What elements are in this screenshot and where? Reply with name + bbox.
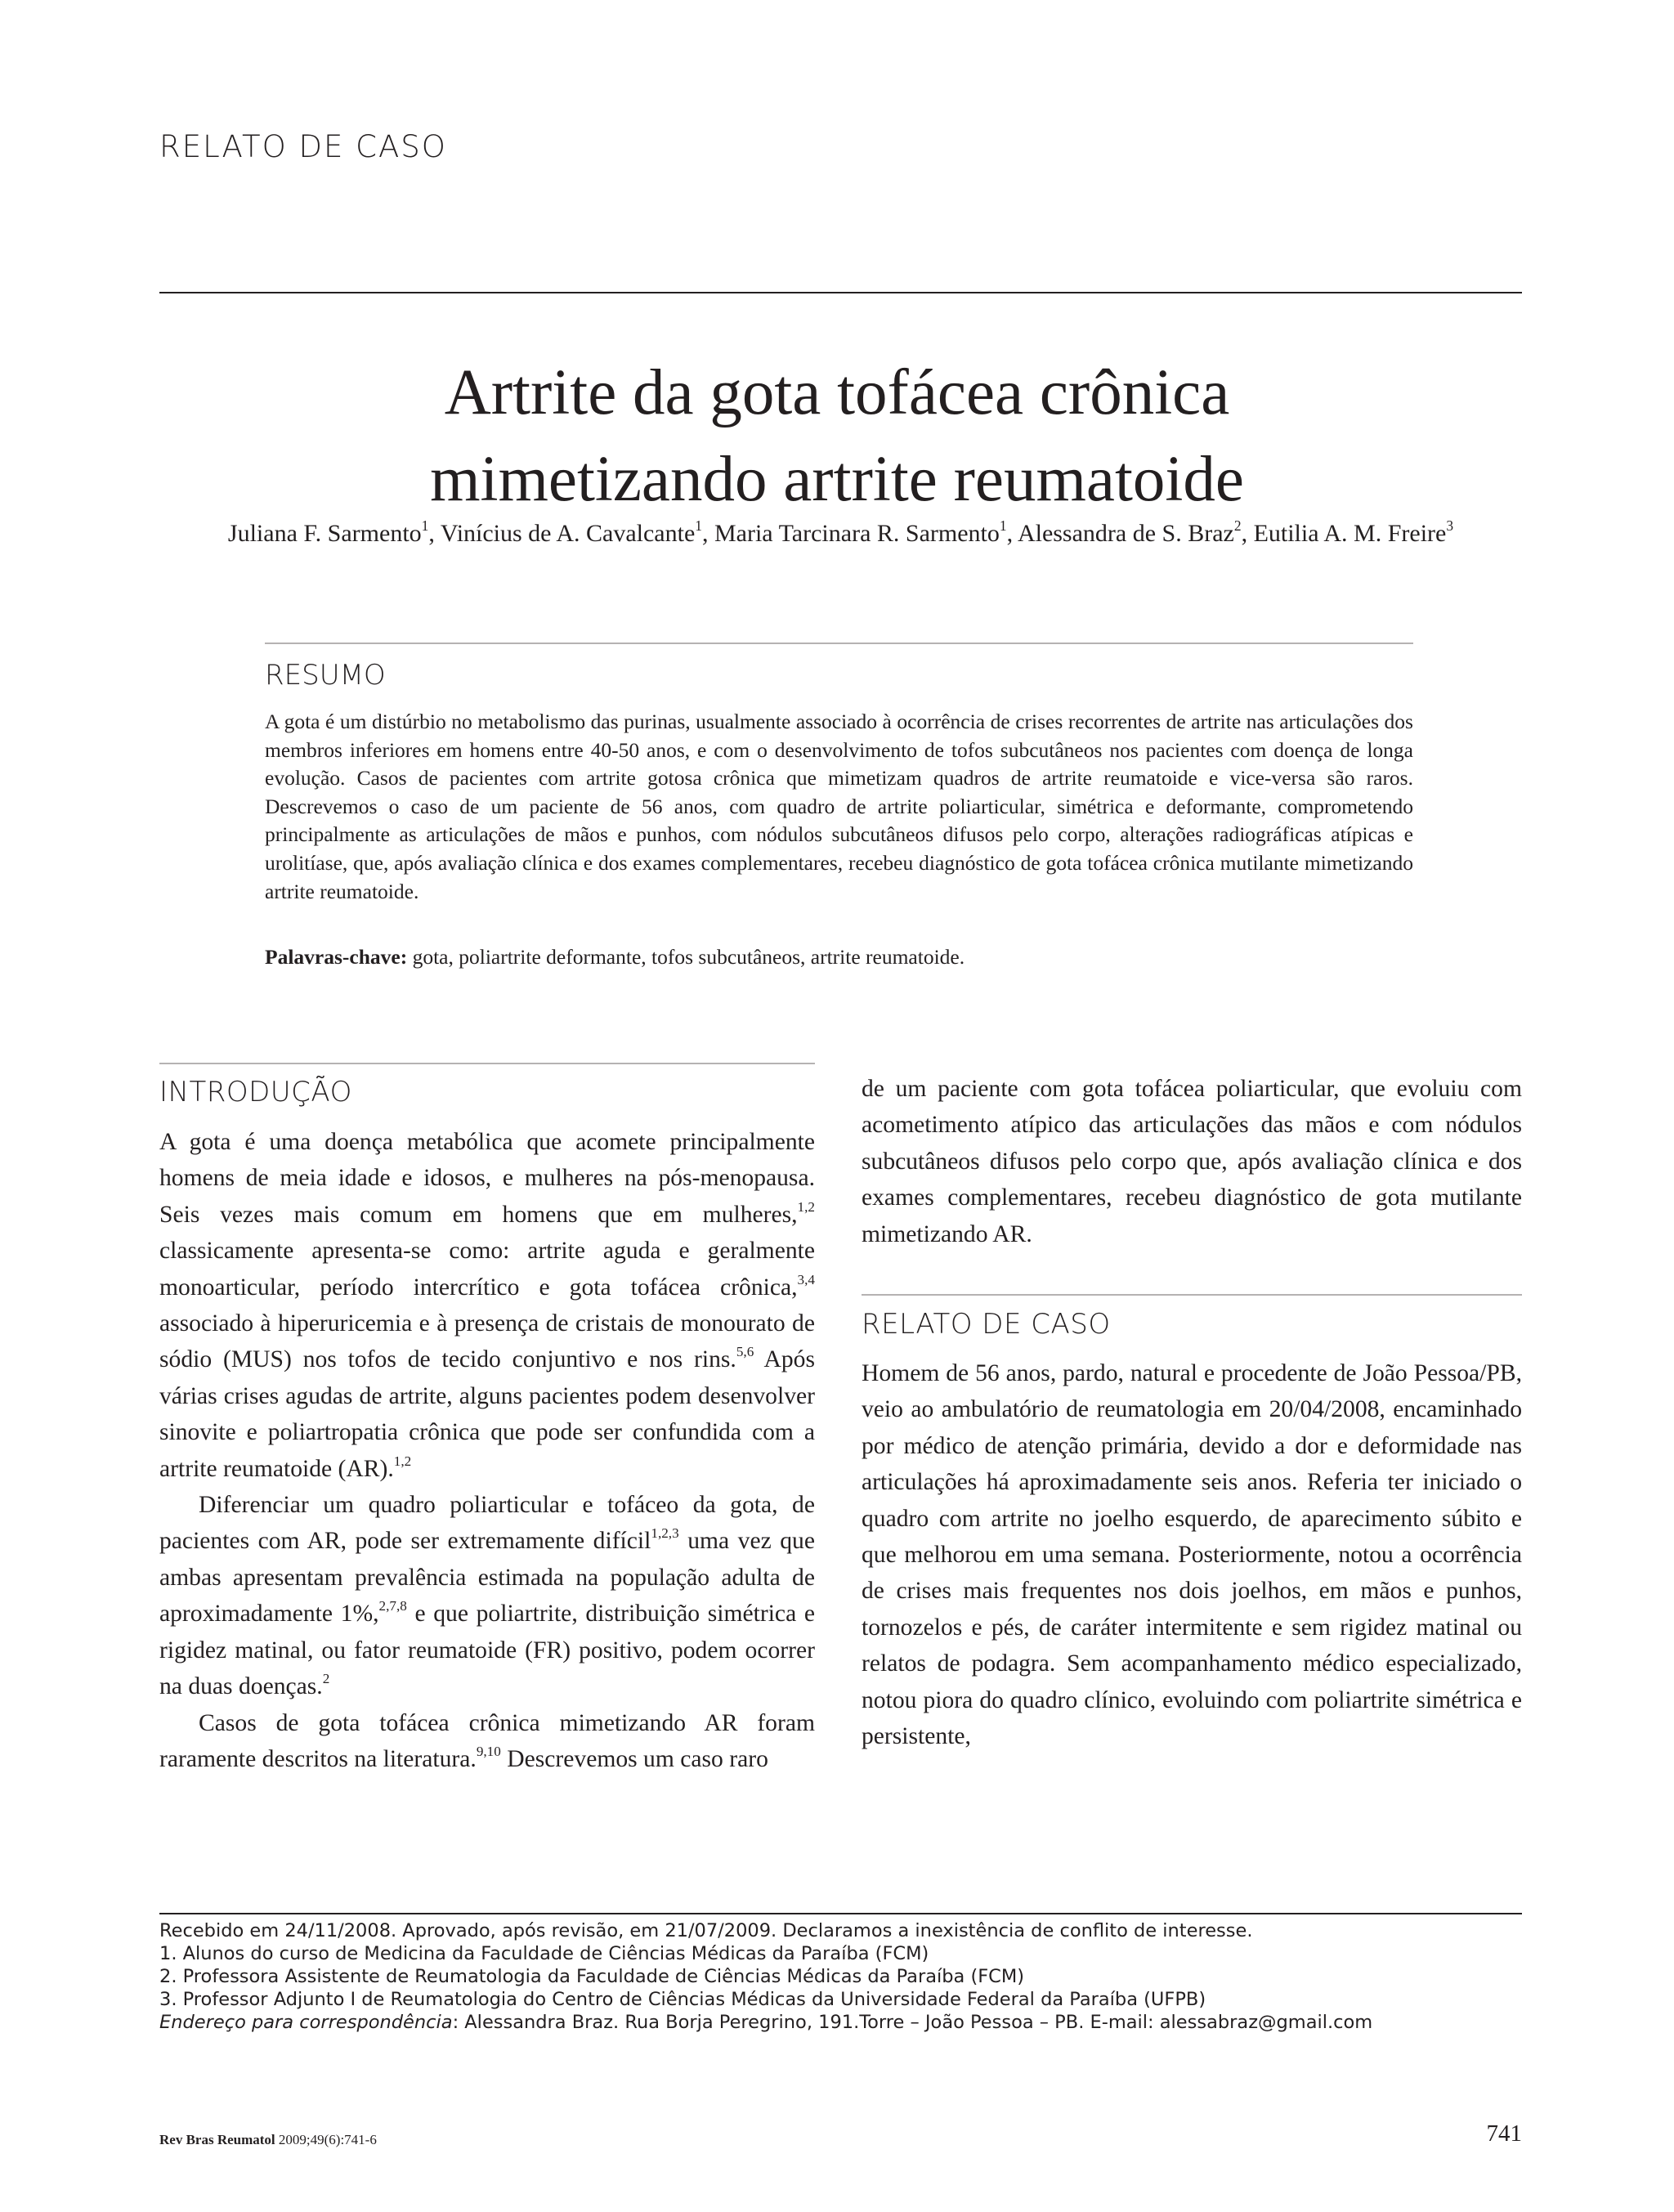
footnote-affiliation-1: 1. Alunos do curso de Medicina da Faculdade de Ciências Médicas da Paraíba (FCM) [159, 1943, 929, 1964]
case-report-divider [862, 1294, 1522, 1296]
keywords-label: Palavras-chave: [265, 945, 408, 969]
text-run: Diferenciar um quadro poliarticular e tofáceo da gota, de pacientes com AR, pode ser extremamente difícil [159, 1492, 815, 1555]
citation-ref: 3,4 [797, 1271, 815, 1287]
footnote-affiliation-3: 3. Professor Adjunto I de Reumatologia do Centro de Ciências Médicas da Universidade Federal da Paraíba (UFPB) [159, 1989, 1206, 2010]
text-run: classicamente apresenta-se como: artrite aguda e geralmente monoarticular, período intercrítico e gota tofácea crônica, [159, 1238, 815, 1301]
citation-ref: 1,2 [393, 1453, 412, 1469]
author-name: Alessandra de S. Braz [1017, 520, 1234, 547]
text-run: A gota é uma doença metabólica que acomete principalmente homens de meia idade e idosos, e mulheres na pós-menopausa. Seis vezes mais comum em homens que em mulheres, [159, 1129, 815, 1228]
title-line-2: mimetizando artrite reumatoide [430, 444, 1244, 515]
author-separator: , [701, 520, 714, 547]
citation-ref: 2,7,8 [378, 1598, 407, 1614]
citation-ref: 5,6 [736, 1344, 754, 1360]
footnote-divider [159, 1913, 1522, 1914]
author-affiliation: 2 [1233, 517, 1242, 534]
footnote-address [159, 2011, 1522, 2034]
journal-volume: 2009;49(6):741-6 [275, 2132, 377, 2147]
text-run: Descrevemos um caso raro [500, 1745, 768, 1772]
intro-paragraph-2 [159, 1487, 815, 1704]
section-label: RELATO DE CASO [159, 129, 447, 164]
author-name: Vinícius de A. Cavalcante [440, 520, 696, 547]
author-name: Maria Tarcinara R. Sarmento [714, 520, 1000, 547]
case-report-paragraph: Homem de 56 anos, pardo, natural e procedente de João Pessoa/PB, veio ao ambulatório de reumatologia em 20/04/2008, encaminhado por médico de atenção primária, devido a dor e deformidade nas articulações há aproximadamente seis anos. Referia ter iniciado o quadro com artrite no joelho esquerdo, de aparecimento súbito e que melhorou em uma semana. Posteriormente, notou a ocorrência de crises mais frequentes nos dois joelhos, em mãos e punhos, tornozelos e pés, de caráter intermitente e sem rigidez matinal ou relatos de podagra. Sem acompanhamento médico especializado, notou piora do quadro clínico, evoluindo com poliartrite simétrica e persistente, [862, 1360, 1522, 1750]
citation-ref: 1,2,3 [651, 1525, 679, 1542]
intro-continued-paragraph: de um paciente com gota tofácea poliarticular, que evoluiu com acometimento atípico das articulações das mãos e com nódulos subcutâneos difusos pelo corpo que, após avaliação clínica e dos exames complementares, recebeu diagnóstico de gota mutilante mimetizando AR. [862, 1076, 1522, 1247]
keywords [265, 943, 1413, 971]
author-name: Juliana F. Sarmento [227, 520, 422, 547]
header-divider [159, 292, 1522, 293]
text-run: uma vez que ambas apresentam prevalência estimada na população adulta de aproximadamente 1%, [159, 1528, 815, 1628]
footnotes [159, 1919, 1522, 2034]
case-report-heading: RELATO DE CASO [862, 1308, 1111, 1341]
intro-divider [159, 1063, 815, 1064]
intro-body [159, 1124, 815, 1777]
author-affiliation: 3 [1446, 517, 1454, 534]
author-list [159, 517, 1522, 548]
intro-paragraph-1 [159, 1124, 815, 1487]
text-run: e que poliartrite, distribuição simétrica e rigidez matinal, ou fator reumatoide (FR) positivo, podem ocorrer na duas doenças. [159, 1601, 815, 1700]
author-separator: , [1241, 520, 1254, 547]
author-affiliation: 1 [695, 517, 702, 534]
case-report-body [862, 1355, 1522, 1754]
abstract-body [265, 708, 1413, 906]
text-run: Casos de gota tofácea crônica mimetizando AR foram raramente descritos na literatura. [159, 1709, 815, 1772]
abstract-heading: RESUMO [265, 659, 386, 692]
abstract-divider [265, 643, 1413, 644]
author-affiliation: 1 [421, 517, 429, 534]
citation-ref: 9,10 [476, 1744, 501, 1760]
citation-ref: 2 [322, 1671, 330, 1687]
intro-paragraph-3 [159, 1705, 815, 1778]
footnote-received: Recebido em 24/11/2008. Aprovado, após revisão, em 21/07/2009. Declaramos a inexistência de conflito de interesse. [159, 1920, 1253, 1941]
page-number: 741 [1486, 2120, 1522, 2147]
author-separator: , [428, 520, 441, 547]
author-name: Eutilia A. M. Freire [1253, 520, 1447, 547]
author-affiliation: 1 [999, 517, 1007, 534]
article-title [0, 350, 1674, 523]
address-label: Endereço para correspondência [159, 2012, 453, 2033]
journal-name: Rev Bras Reumatol [159, 2132, 275, 2147]
author-separator: , [1006, 520, 1018, 547]
keywords-list: gota, poliartrite deformante, tofos subcutâneos, artrite reumatoide. [407, 945, 965, 969]
footnote-affiliation-2: 2. Professora Assistente de Reumatologia da Faculdade de Ciências Médicas da Paraíba (FCM) [159, 1966, 1025, 1987]
intro-continued [862, 1071, 1522, 1252]
journal-citation [159, 2132, 377, 2148]
abstract-paragraph: A gota é um distúrbio no metabolismo das purinas, usualmente associado à ocorrência de crises recorrentes de artrite nas articulações dos membros inferiores em homens entre 40-50 anos, e com o desenvolvimento de tofos subcutâneos nos pacientes com doença de longa evolução. Casos de pacientes com artrite gotosa crônica que mimetizam quadros de artrite reumatoide e vice-versa são raros. Descrevemos o caso de um paciente de 56 anos, com quadro de artrite poliarticular, simétrica e deformante, comprometendo principalmente as articulações de mãos e punhos, com nódulos subcutâneos difusos pelo corpo, alterações radiográficas atípicas e urolitíase, que, após avaliação clínica e dos exames complementares, recebeu diagnóstico de gota tofácea crônica mutilante mimetizando artrite reumatoide. [265, 710, 1413, 903]
intro-heading: INTRODUÇÃO [159, 1076, 352, 1108]
text-run: associado à hiperuricemia e à presença de cristais de monourato de sódio (MUS) nos tofos de tecido conjuntivo e nos rins. [159, 1310, 815, 1373]
text-run: Após várias crises agudas de artrite, alguns pacientes podem desenvolver sinovite e poliartropatia crônica que pode ser confundida com a artrite reumatoide (AR). [159, 1346, 816, 1482]
title-line-1: Artrite da gota tofácea crônica [444, 357, 1230, 428]
citation-ref: 1,2 [797, 1198, 815, 1215]
address-text: : Alessandra Braz. Rua Borja Peregrino, 191.Torre – João Pessoa – PB. E-mail: alessabraz@gmail.com [452, 2012, 1373, 2033]
